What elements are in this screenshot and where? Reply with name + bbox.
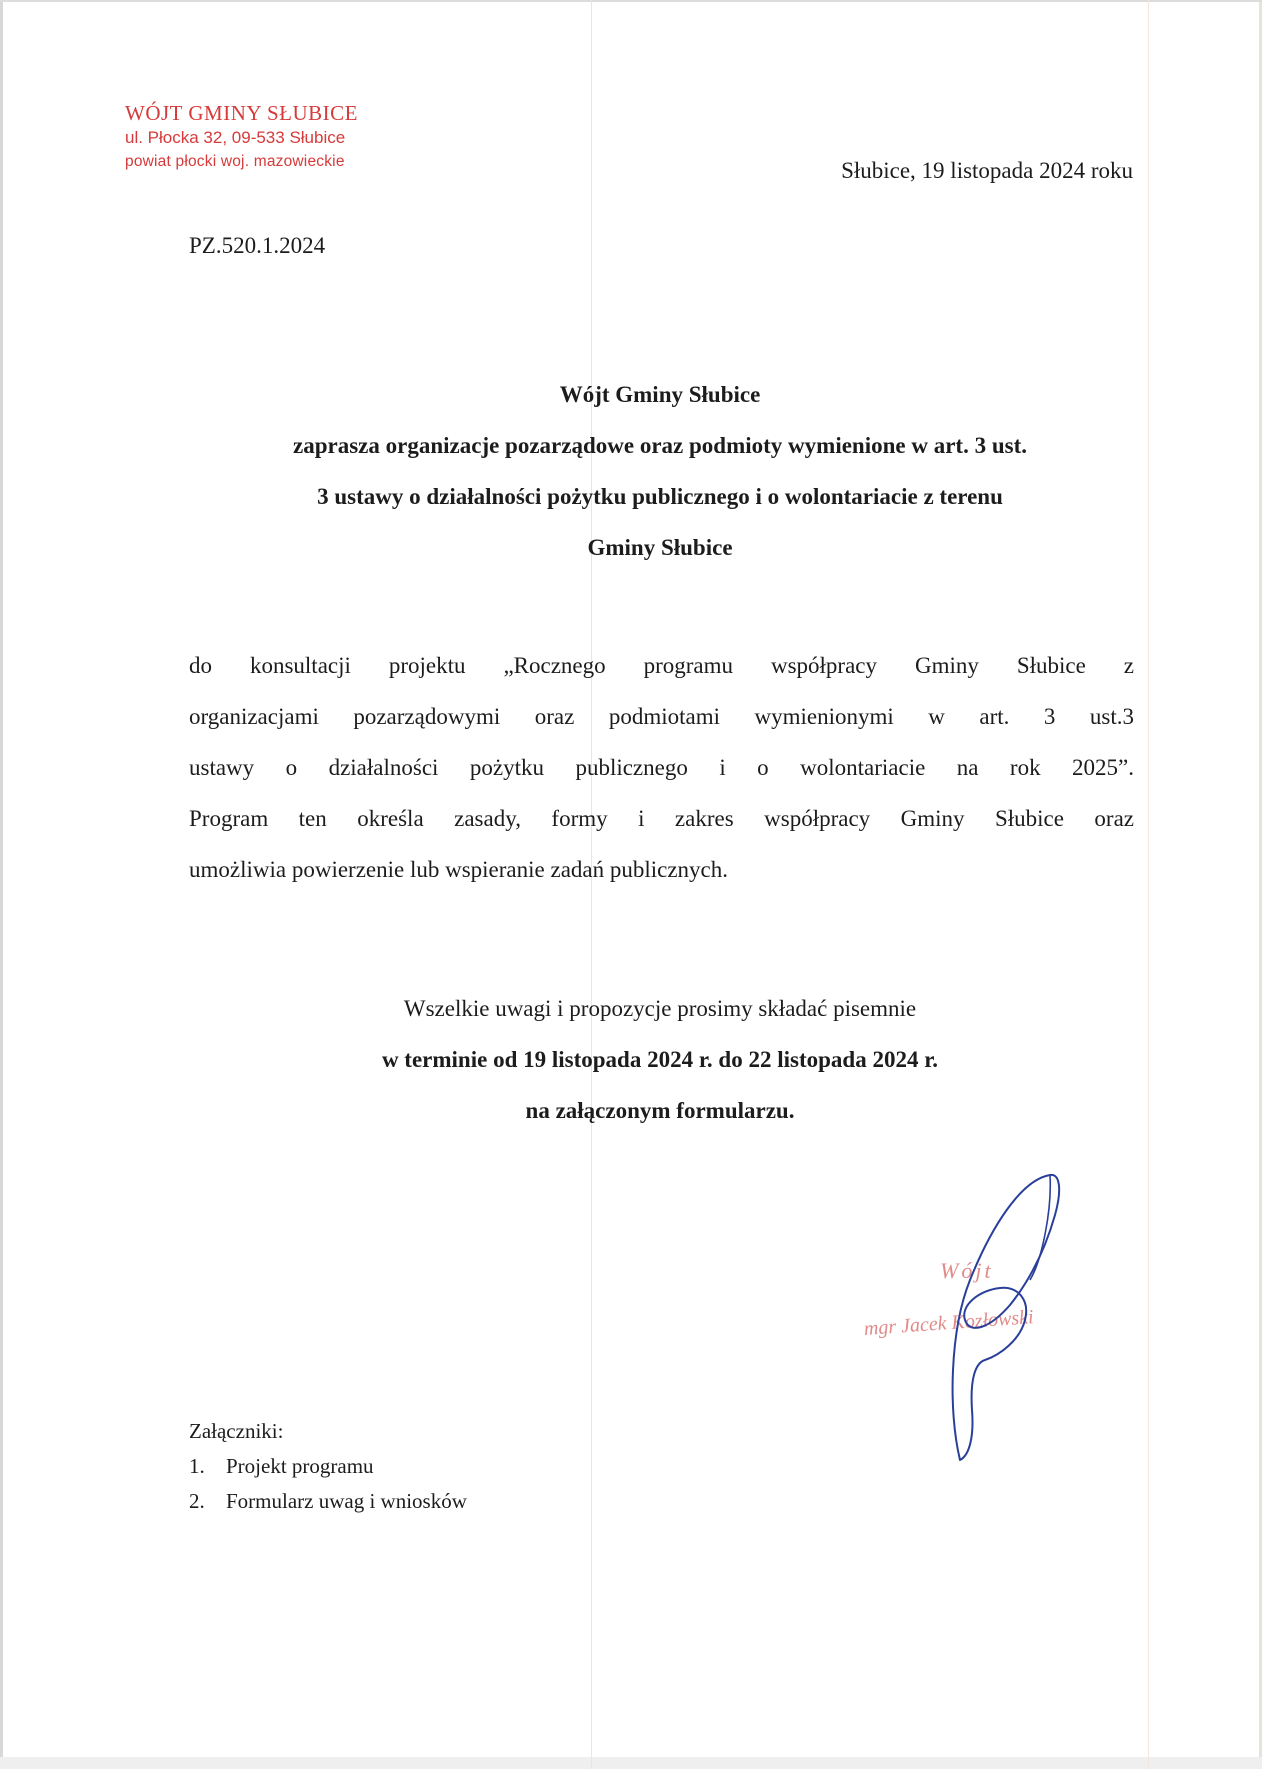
notice-form: na załączonym formularzu. — [525, 1098, 795, 1123]
invitation-heading — [160, 369, 1160, 573]
attachments-list — [189, 1449, 467, 1519]
office-region: powiat płocki woj. mazowieckie — [125, 153, 345, 170]
office-name: WÓJT GMINY SŁUBICE — [125, 101, 358, 125]
scan-fold-line-right — [1148, 0, 1149, 1769]
office-address: ul. Płocka 32, 09-533 Słubice — [125, 128, 346, 147]
body-line: Program ten określa zasady, formy i zakres współpracy Gminy Słubice oraz — [189, 806, 1134, 831]
body-line: organizacjami pozarządowymi oraz podmiotami wymienionymi w art. 3 ust.3 — [189, 704, 1134, 729]
scan-edge-left — [0, 0, 3, 1769]
notice-deadline: w terminie od 19 listopada 2024 r. do 22 listopada 2024 r. — [381, 1047, 939, 1072]
attachments-label: Załączniki: — [189, 1419, 284, 1443]
deadline-notice — [160, 983, 1160, 1136]
body-paragraph — [189, 640, 1134, 895]
list-item — [189, 1449, 467, 1484]
heading-line: Wójt Gminy Słubice — [559, 382, 761, 407]
signature-name: mgr Jacek Kozłowski — [863, 1306, 1035, 1340]
heading-line: 3 ustawy o działalności pożytku publicznego i o wolontariacie z terenu — [317, 484, 1003, 509]
list-item-number: 2. — [189, 1489, 205, 1513]
document-date: Słubice, 19 listopada 2024 roku — [841, 158, 1133, 183]
handwritten-signature-icon — [930, 1170, 1080, 1480]
scan-edge-bottom — [0, 1757, 1262, 1769]
attachments-section — [189, 1414, 467, 1519]
heading-line: Gminy Słubice — [587, 535, 733, 560]
office-header-stamp — [125, 100, 358, 174]
list-item-text: Projekt programu — [226, 1454, 374, 1478]
notice-line: Wszelkie uwagi i propozycje prosimy składać pisemnie — [403, 996, 917, 1021]
body-line: do konsultacji projektu „Rocznego programu współpracy Gminy Słubice z — [189, 653, 1134, 678]
list-item — [189, 1484, 467, 1519]
list-item-text: Formularz uwag i wniosków — [226, 1489, 467, 1513]
scan-edge-top — [0, 0, 1262, 2]
list-item-number: 1. — [189, 1454, 205, 1478]
heading-line: zaprasza organizacje pozarządowe oraz podmioty wymienione w art. 3 ust. — [293, 433, 1027, 458]
body-line: umożliwia powierzenie lub wspieranie zadań publicznych. — [189, 857, 729, 882]
body-line: ustawy o działalności pożytku publicznego i o wolontariacie na rok 2025”. — [189, 755, 1134, 780]
reference-number: PZ.520.1.2024 — [189, 233, 326, 258]
signature-title: Wójt — [940, 1258, 994, 1283]
